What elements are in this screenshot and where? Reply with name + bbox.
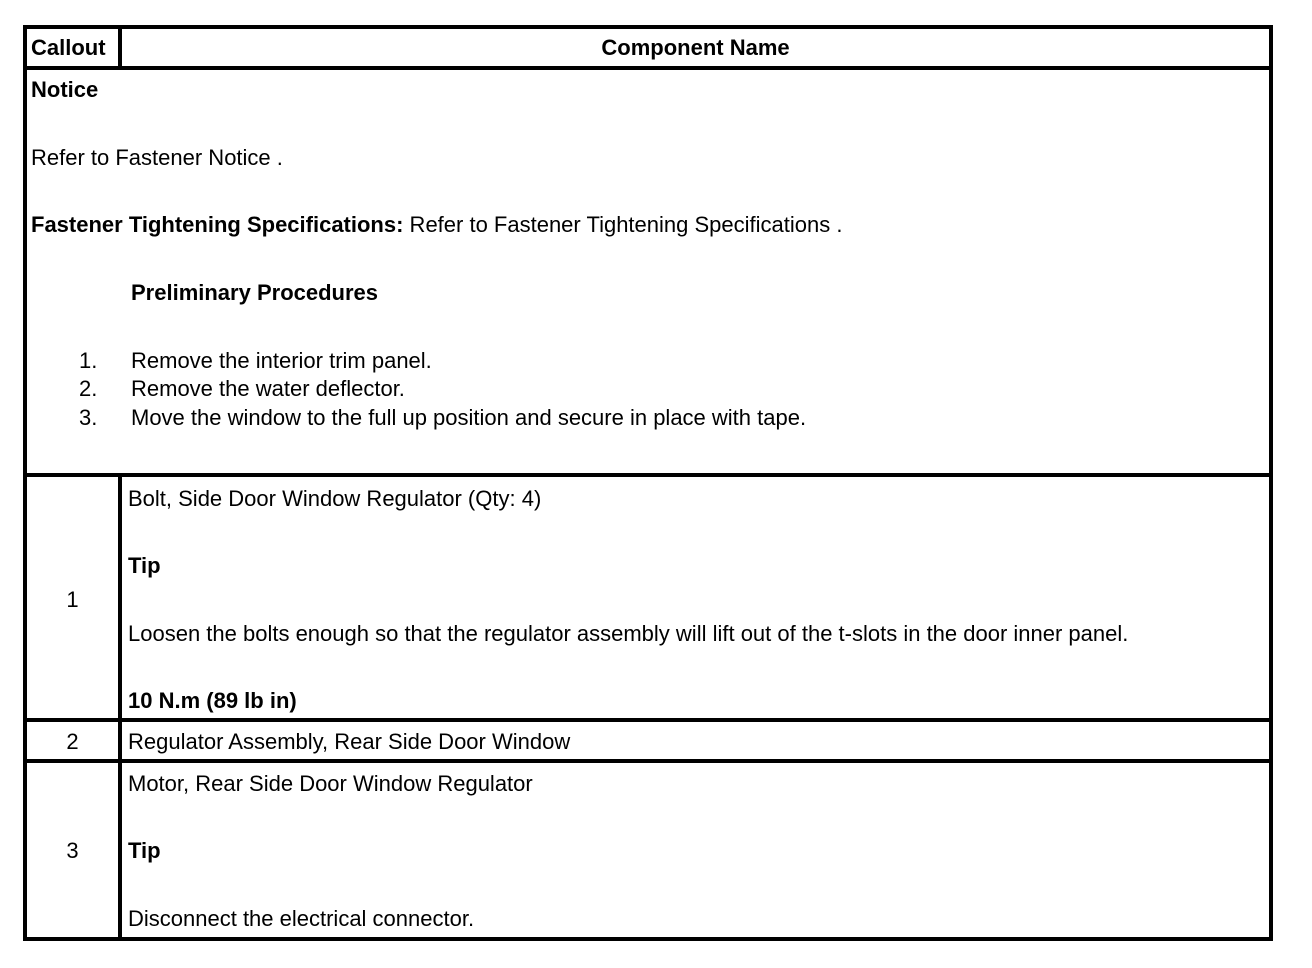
tip-label-3: Tip xyxy=(128,838,161,863)
step-number: 3. xyxy=(79,405,98,430)
component-name-3: Motor, Rear Side Door Window Regulator xyxy=(128,771,533,796)
step-text: Remove the interior trim panel. xyxy=(131,348,432,373)
row1-divider xyxy=(27,718,1269,722)
rows-column-divider xyxy=(118,473,122,937)
header-component-name: Component Name xyxy=(601,35,790,60)
tip-text-1: Loosen the bolts enough so that the regulator assembly will lift out of the t-slots in the door inner panel. xyxy=(128,621,1129,646)
fastener-spec-label: Fastener Tightening Specifications: xyxy=(31,212,404,237)
component-name-1: Bolt, Side Door Window Regulator (Qty: 4) xyxy=(128,486,542,511)
tip-text-3: Disconnect the electrical connector. xyxy=(128,906,475,931)
fastener-spec xyxy=(31,212,842,238)
torque-spec-1: 10 N.m (89 lb in) xyxy=(128,688,297,713)
fastener-spec-text: Refer to Fastener Tightening Specifications . xyxy=(403,212,843,237)
notice-text: Refer to Fastener Notice . xyxy=(31,145,283,170)
step-text: Move the window to the full up position and secure in place with tape. xyxy=(131,405,807,430)
step-text: Remove the water deflector. xyxy=(131,376,405,401)
component-table xyxy=(23,25,1273,941)
component-name-2: Regulator Assembly, Rear Side Door Window xyxy=(128,729,571,754)
notice-title: Notice xyxy=(31,77,99,102)
callout-2: 2 xyxy=(66,729,79,754)
row2-divider xyxy=(27,759,1269,763)
step-number: 1. xyxy=(79,348,98,373)
tip-label-1: Tip xyxy=(128,553,161,578)
header-callout: Callout xyxy=(31,35,106,60)
step-number: 2. xyxy=(79,376,98,401)
callout-1: 1 xyxy=(66,587,79,612)
header-divider xyxy=(27,66,1269,70)
preliminary-procedures-title: Preliminary Procedures xyxy=(131,280,379,305)
callout-3: 3 xyxy=(66,838,79,863)
notice-divider xyxy=(27,473,1269,477)
